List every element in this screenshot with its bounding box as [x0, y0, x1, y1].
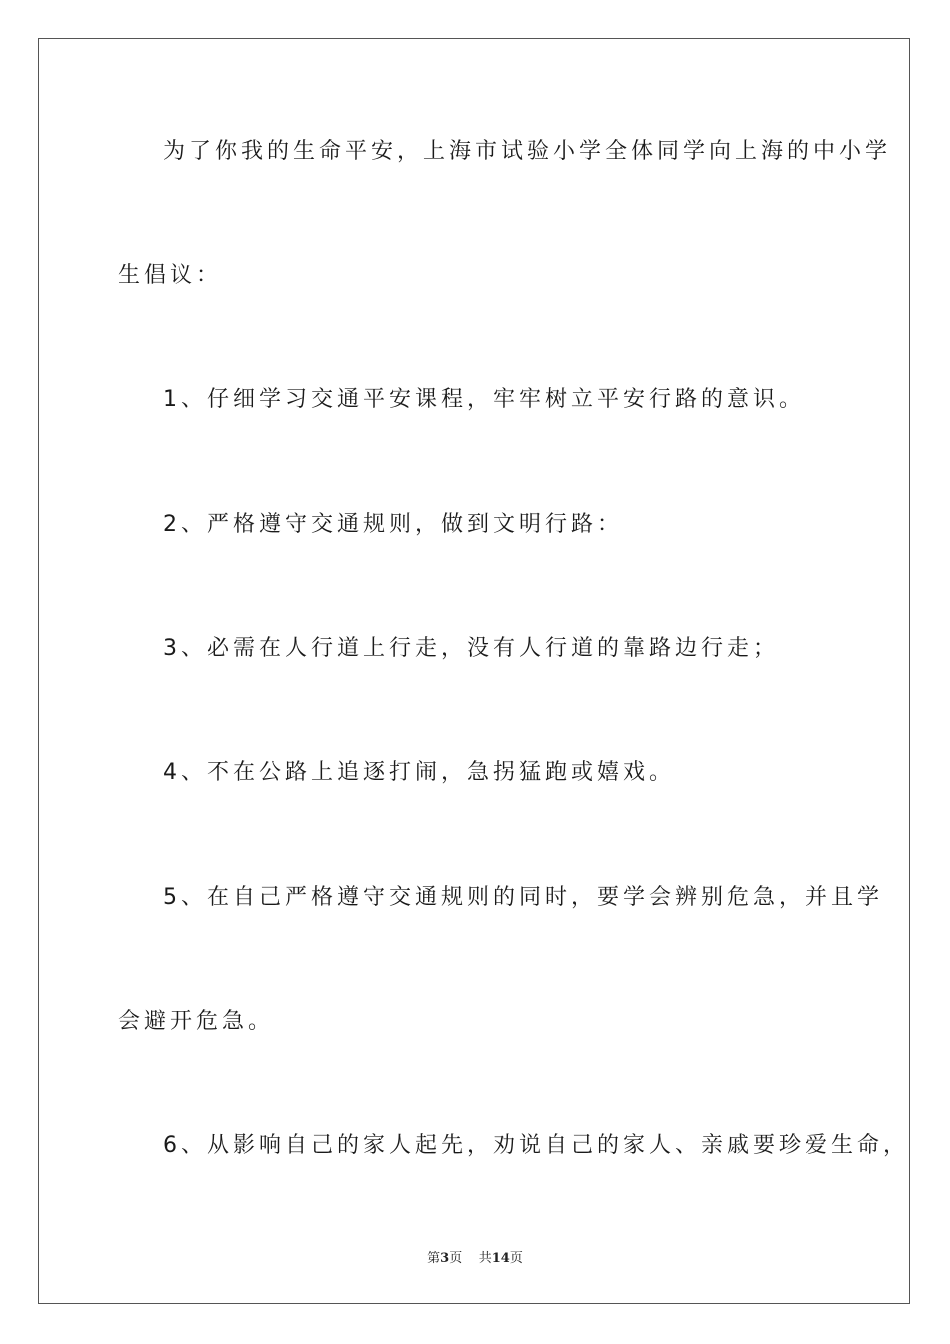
page-border	[38, 38, 910, 1304]
footer-page-prefix: 第	[427, 1251, 441, 1266]
footer-total-prefix: 共	[478, 1251, 492, 1266]
page-footer	[0, 1247, 950, 1266]
paragraph-intro-line-1: 为了你我的生命平安，上海市试验小学全体同学向上海的中小学	[163, 139, 892, 164]
proposal-item-3: 3、必需在人行道上行走，没有人行道的靠路边行走；	[163, 636, 779, 661]
paragraph-intro-line-2: 生倡议：	[118, 263, 223, 288]
proposal-item-2: 2、严格遵守交通规则，做到文明行路：	[163, 512, 623, 537]
footer-page-current: 3	[440, 1251, 450, 1266]
proposal-item-1: 1、仔细学习交通平安课程，牢牢树立平安行路的意识。	[163, 387, 805, 412]
footer-total-suffix: 页	[509, 1251, 523, 1266]
proposal-item-4: 4、不在公路上追逐打闹，急拐猛跑或嬉戏。	[163, 760, 675, 785]
proposal-item-5-line-2: 会避开危急。	[118, 1009, 275, 1034]
proposal-item-6-line-1: 6、从影响自己的家人起先，劝说自己的家人、亲戚要珍爱生命，	[163, 1133, 909, 1158]
proposal-item-5-line-1: 5、在自己严格遵守交通规则的同时，要学会辨别危急，并且学	[163, 885, 883, 910]
footer-page-total: 14	[491, 1251, 510, 1266]
footer-page-suffix: 页	[449, 1251, 463, 1266]
